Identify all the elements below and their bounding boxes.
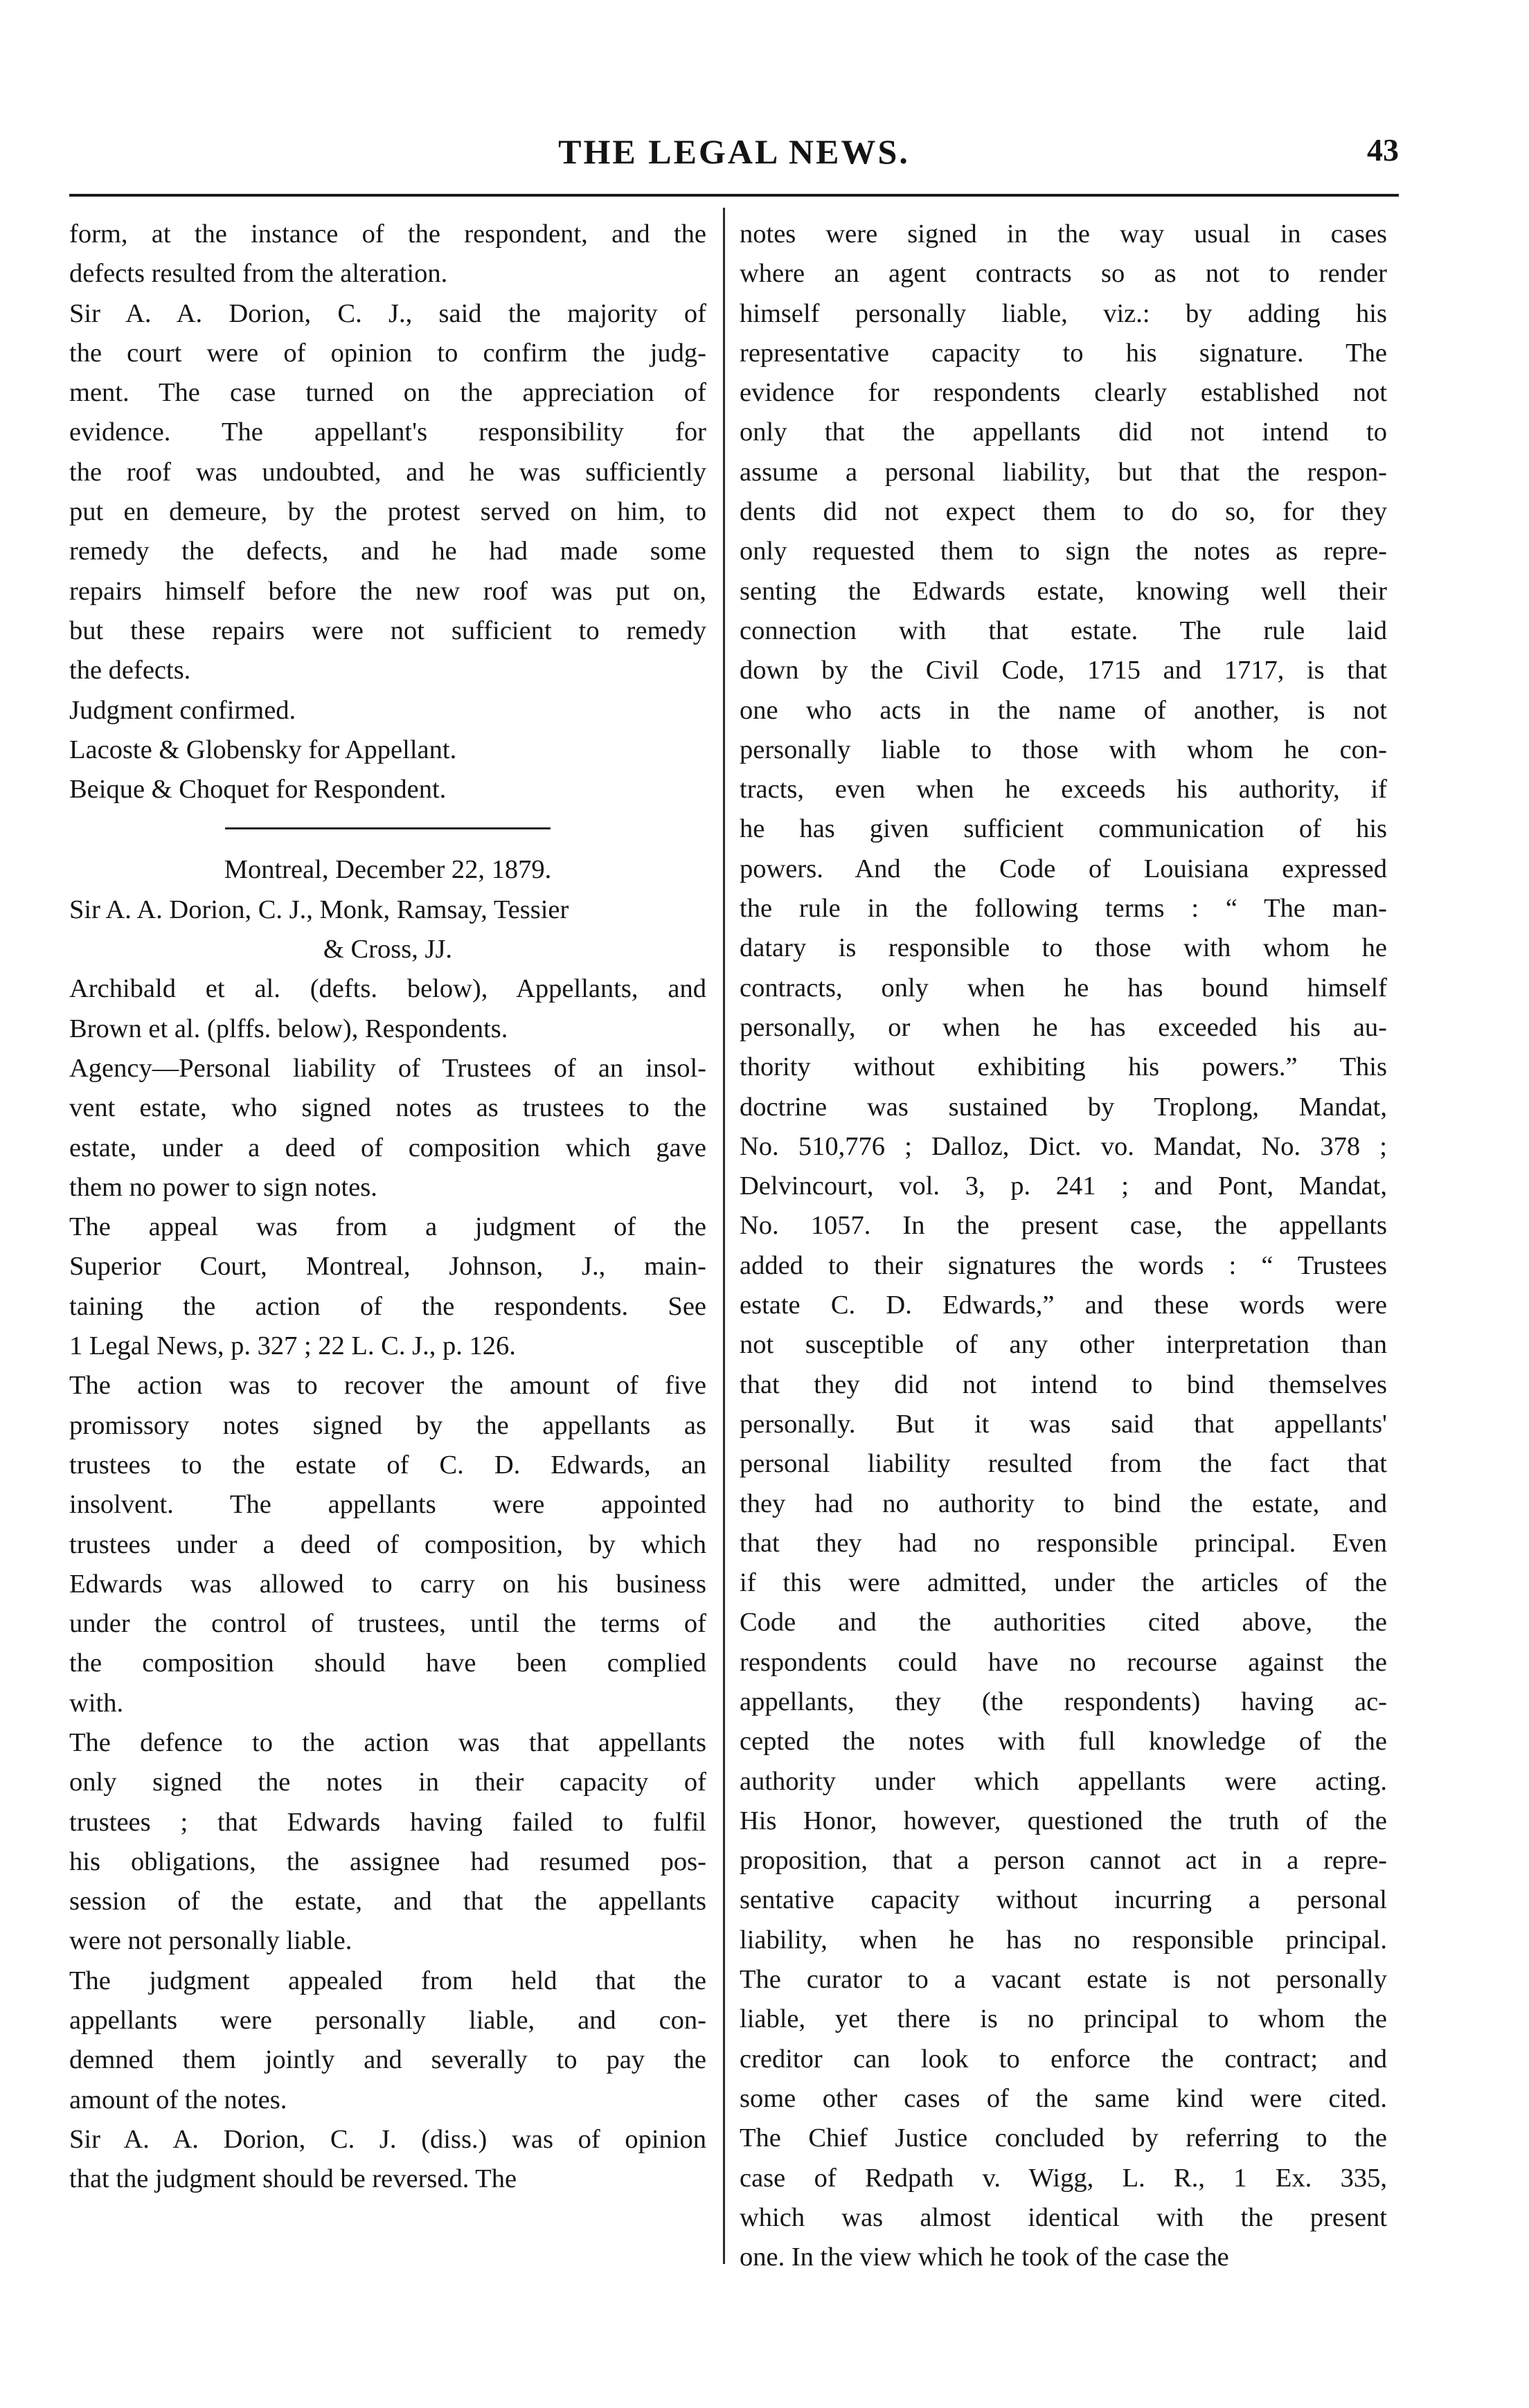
text-line: Brown et al. (plffs. below), Respondents. [69, 1014, 508, 1043]
text-line: respondents could have no recourse against the [740, 1647, 1387, 1677]
text-line: The judgment appealed from held that the [69, 1966, 706, 1995]
text-line: promissory notes signed by the appellants as [69, 1410, 706, 1440]
paragraph [740, 215, 1387, 2277]
paragraph [69, 890, 706, 930]
text-line: Montreal, December 22, 1879. [224, 855, 552, 885]
text-line: connection with that estate. The rule laid [740, 616, 1387, 645]
text-line: proposition, that a person cannot act in a repre- [740, 1846, 1387, 1876]
text-line: sentative capacity without incurring a personal [740, 1885, 1387, 1915]
text-line: creditor can look to enforce the contract; and [740, 2044, 1387, 2074]
text-line: insolvent. The appellants were appointed [69, 1490, 706, 1520]
text-line: Sir A. A. Dorion, C. J., said the majority of [69, 298, 706, 328]
text-line: put en demeure, by the protest served on him, to [69, 497, 706, 527]
text-line: that they had no responsible principal. Even [740, 1528, 1387, 1558]
paragraph [69, 730, 706, 770]
text-line: Delvincourt, vol. 3, p. 241 ; and Pont, Mandat, [740, 1171, 1387, 1201]
text-line: Sir A. A. Dorion, C. J. (diss.) was of opinion [69, 2124, 706, 2154]
text-line: not susceptible of any other interpretation than [740, 1330, 1387, 1360]
text-line: cepted the notes with full knowledge of the [740, 1727, 1387, 1756]
paragraph [69, 2120, 706, 2200]
text-line: Lacoste & Globensky for Appellant. [69, 735, 457, 764]
text-line: senting the Edwards estate, knowing well their [740, 576, 1387, 606]
text-line: amount of the notes. [69, 2085, 287, 2114]
text-line: down by the Civil Code, 1715 and 1717, is that [740, 656, 1387, 685]
text-line: datary is responsible to those with whom he [740, 933, 1387, 963]
text-line: powers. And the Code of Louisiana expressed [740, 854, 1387, 883]
text-line: appellants were personally liable, and con- [69, 2006, 706, 2036]
text-line: Edwards was allowed to carry on his business [69, 1569, 706, 1599]
text-line: some other cases of the same kind were cited. [740, 2083, 1387, 2113]
text-line: taining the action of the respondents. See [69, 1291, 706, 1321]
text-line: estate, under a deed of composition which gave [69, 1133, 706, 1162]
text-line: them no power to sign notes. [69, 1172, 377, 1202]
centered-line [69, 850, 706, 890]
text-line: representative capacity to his signature. The [740, 338, 1387, 368]
text-line: personally, or when he has exceeded his au- [740, 1012, 1387, 1042]
text-line: 1 Legal News, p. 327 ; 22 L. C. J., p. 126. [69, 1331, 516, 1361]
text-line: session of the estate, and that the appellants [69, 1887, 706, 1916]
text-line: only signed the notes in their capacity of [69, 1768, 706, 1797]
text-line: Archibald et al. (defts. below), Appellants, and [69, 974, 706, 1004]
text-line: The Chief Justice concluded by referring to the [740, 2123, 1387, 2153]
text-line: dents did not expect them to do so, for they [740, 497, 1387, 527]
text-line: notes were signed in the way usual in cases [740, 219, 1387, 249]
text-line: that they did not intend to bind themselves [740, 1369, 1387, 1399]
page-title: THE LEGAL NEWS. [558, 132, 910, 171]
text-line: evidence. The appellant's responsibility for [69, 417, 706, 447]
text-line: evidence for respondents clearly established not [740, 378, 1387, 408]
text-line: No. 1057. In the present case, the appellants [740, 1211, 1387, 1241]
text-line: tracts, even when he exceeds his authority, if [740, 775, 1387, 805]
text-line: demned them jointly and severally to pay the [69, 2045, 706, 2075]
text-line: trustees ; that Edwards having failed to fulfil [69, 1807, 706, 1837]
text-line: personally liable to those with whom he con- [740, 735, 1387, 764]
text-line: but these repairs were not sufficient to remedy [69, 616, 706, 645]
text-line: Superior Court, Montreal, Johnson, J., main- [69, 1252, 706, 1282]
paragraph [69, 1366, 706, 1723]
text-line: he has given sufficient communication of his [740, 814, 1387, 844]
text-line: under the control of trustees, until the terms of [69, 1609, 706, 1639]
text-line: thority without exhibiting his powers.” This [740, 1052, 1387, 1082]
text-line: where an agent contracts so as not to render [740, 259, 1387, 289]
text-line: only that the appellants did not intend to [740, 417, 1387, 447]
text-line: his obligations, the assignee had resumed pos- [69, 1847, 706, 1876]
section-rule [225, 827, 551, 829]
text-line: authority under which appellants were acting. [740, 1766, 1387, 1796]
text-line: the court were of opinion to confirm the judg- [69, 338, 706, 368]
text-line: vent estate, who signed notes as trustees to the [69, 1093, 706, 1123]
text-line: the roof was undoubted, and he was sufficiently [69, 457, 706, 487]
text-line: & Cross, JJ. [323, 935, 453, 964]
text-line: only requested them to sign the notes as repre- [740, 537, 1387, 566]
text-line: with. [69, 1688, 124, 1718]
text-line: Judgment confirmed. [69, 695, 296, 725]
paragraph [69, 1961, 706, 2120]
text-line: trustees to the estate of C. D. Edwards, an [69, 1450, 706, 1480]
paragraph [69, 1723, 706, 1961]
text-line: they had no authority to bind the estate, and [740, 1489, 1387, 1518]
text-line: defects resulted from the alteration. [69, 259, 448, 289]
text-line: liability, when he has no responsible principal. [740, 1925, 1387, 1955]
text-line: trustees under a deed of composition, by which [69, 1529, 706, 1559]
text-line: the composition should have been complied [69, 1648, 706, 1678]
text-line: No. 510,776 ; Dalloz, Dict. vo. Mandat, No. 378 ; [740, 1131, 1387, 1161]
text-line: which was almost identical with the present [740, 2202, 1387, 2232]
text-line: added to their signatures the words : “ Trustees [740, 1250, 1387, 1280]
text-line: personally. But it was said that appellants' [740, 1409, 1387, 1439]
text-line: himself personally liable, viz.: by adding his [740, 298, 1387, 328]
text-line: contracts, only when he has bound himself [740, 973, 1387, 1003]
text-line: personal liability resulted from the fact that [740, 1449, 1387, 1479]
text-line: remedy the defects, and he had made some [69, 537, 706, 566]
paragraph [69, 770, 706, 809]
paragraph [69, 691, 706, 730]
right-column [740, 215, 1387, 2277]
text-line: Sir A. A. Dorion, C. J., Monk, Ramsay, Tessier [69, 895, 569, 924]
text-line: one. In the view which he took of the case the [740, 2243, 1229, 2272]
paragraph [69, 1049, 706, 1207]
paragraph [69, 969, 706, 1049]
column-divider [723, 208, 725, 2264]
text-line: ment. The case turned on the appreciation of [69, 378, 706, 408]
text-line: The appeal was from a judgment of the [69, 1212, 706, 1242]
text-line: liable, yet there is no principal to whom the [740, 2004, 1387, 2034]
text-line: case of Redpath v. Wigg, L. R., 1 Ex. 335, [740, 2163, 1387, 2193]
text-line: assume a personal liability, but that the respon- [740, 457, 1387, 487]
text-line: repairs himself before the new roof was put on, [69, 576, 706, 606]
text-line: His Honor, however, questioned the truth of the [740, 1806, 1387, 1835]
text-line: that the judgment should be reversed. The [69, 2164, 517, 2194]
page-header [69, 125, 1399, 187]
centered-line [69, 930, 706, 969]
paragraph [69, 215, 706, 294]
text-line: The curator to a vacant estate is not personally [740, 1965, 1387, 1995]
text-line: Agency—Personal liability of Trustees of an insol- [69, 1053, 706, 1083]
text-line: one who acts in the name of another, is not [740, 695, 1387, 725]
text-line: Code and the authorities cited above, the [740, 1608, 1387, 1637]
text-line: form, at the instance of the respondent, and the [69, 219, 706, 249]
page-number: 43 [1367, 132, 1399, 168]
header-rule [69, 194, 1399, 197]
text-line: if this were admitted, under the articles of the [740, 1568, 1387, 1598]
text-line: appellants, they (the respondents) having ac- [740, 1687, 1387, 1716]
text-line: Beique & Choquet for Respondent. [69, 775, 447, 805]
text-line: the defects. [69, 656, 191, 685]
left-column [69, 215, 706, 2200]
text-line: were not personally liable. [69, 1926, 352, 1956]
text-line: estate C. D. Edwards,” and these words were [740, 1291, 1387, 1320]
text-line: doctrine was sustained by Troplong, Mandat, [740, 1092, 1387, 1122]
paragraph [69, 1207, 706, 1366]
text-line: the rule in the following terms : “ The man- [740, 894, 1387, 924]
text-line: The action was to recover the amount of five [69, 1371, 706, 1401]
text-line: The defence to the action was that appellants [69, 1727, 706, 1757]
paragraph [69, 294, 706, 691]
